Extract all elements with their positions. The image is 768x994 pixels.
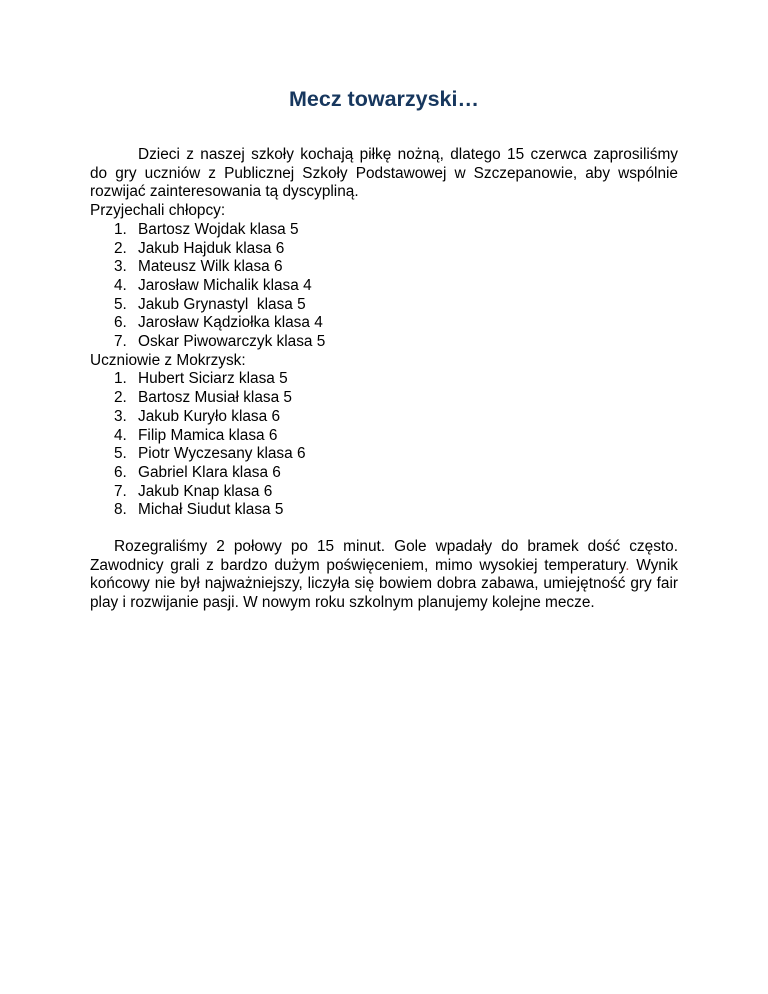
list-number: 4.	[114, 426, 127, 444]
intro-paragraph: Dzieci z naszej szkoły kochają piłkę nożną, dlatego 15 czerwca zaprosiliśmy do gry uczniów z Publicznej Szkoły Podstawowej w Szczepanowie, aby wspólnie rozwijać zainteresowania tą dyscypliną.	[90, 146, 678, 201]
list-item	[90, 445, 678, 464]
player-name: Bartosz Musiał klasa 5	[138, 389, 292, 407]
list-number: 5.	[114, 295, 127, 313]
list-item	[90, 221, 678, 240]
list-number: 2.	[114, 389, 127, 407]
list-number: 6.	[114, 314, 127, 332]
group1-heading: Przyjechali chłopcy:	[90, 202, 226, 220]
list-item	[90, 240, 678, 259]
list-item	[90, 258, 678, 277]
list-item	[90, 501, 678, 520]
summary-red-period: .	[625, 556, 630, 574]
list-number: 3.	[114, 407, 127, 425]
summary-text-part1: Rozegraliśmy 2 połowy po 15 minut. Gole wpadały do bramek dość często. Zawodnicy grali z bardzo dużym poświęceniem, mimo wysokiej temperatury	[90, 538, 678, 574]
list-number: 5.	[114, 445, 127, 463]
list-number: 1.	[114, 220, 127, 238]
list-item	[90, 370, 678, 389]
player-name: Jakub Knap klasa 6	[138, 482, 273, 500]
list-item	[90, 408, 678, 427]
group2-heading: Uczniowie z Mokrzysk:	[90, 351, 246, 369]
list-item	[90, 483, 678, 502]
group1-list	[90, 221, 678, 352]
player-name: Jakub Grynastyl klasa 5	[138, 295, 306, 313]
player-name: Piotr Wyczesany klasa 6	[138, 445, 306, 463]
list-number: 7.	[114, 333, 127, 351]
list-item	[90, 427, 678, 446]
list-number: 4.	[114, 276, 127, 294]
list-item	[90, 389, 678, 408]
player-name: Jakub Hajduk klasa 6	[138, 239, 285, 257]
player-name: Gabriel Klara klasa 6	[138, 463, 281, 481]
player-name: Jakub Kuryło klasa 6	[138, 407, 281, 425]
player-name: Filip Mamica klasa 6	[138, 426, 278, 444]
group2-list	[90, 370, 678, 520]
summary-text-part2: Wynik końcowy nie był najważniejszy, liczyła się bowiem dobra zabawa, umiejętność gry fair play i rozwijanie pasji. W nowym roku szkolnym planujemy kolejne mecze.	[90, 556, 678, 612]
list-number: 6.	[114, 463, 127, 481]
list-item	[90, 333, 678, 352]
list-number: 1.	[114, 370, 127, 388]
list-number: 3.	[114, 258, 127, 276]
list-number: 7.	[114, 482, 127, 500]
summary-paragraph	[90, 538, 678, 613]
player-name: Mateusz Wilk klasa 6	[138, 258, 283, 276]
page-title: Mecz towarzyski…	[289, 87, 479, 111]
player-name: Oskar Piwowarczyk klasa 5	[138, 333, 326, 351]
list-item	[90, 464, 678, 483]
list-item	[90, 296, 678, 315]
player-name: Jarosław Kądziołka klasa 4	[138, 314, 323, 332]
player-name: Hubert Siciarz klasa 5	[138, 370, 288, 388]
list-number: 2.	[114, 239, 127, 257]
player-name: Bartosz Wojdak klasa 5	[138, 220, 299, 238]
player-name: Jarosław Michalik klasa 4	[138, 276, 312, 294]
player-name: Michał Siudut klasa 5	[138, 501, 284, 519]
list-item	[90, 314, 678, 333]
list-number: 8.	[114, 501, 127, 519]
document-body	[90, 146, 678, 613]
list-item	[90, 277, 678, 296]
